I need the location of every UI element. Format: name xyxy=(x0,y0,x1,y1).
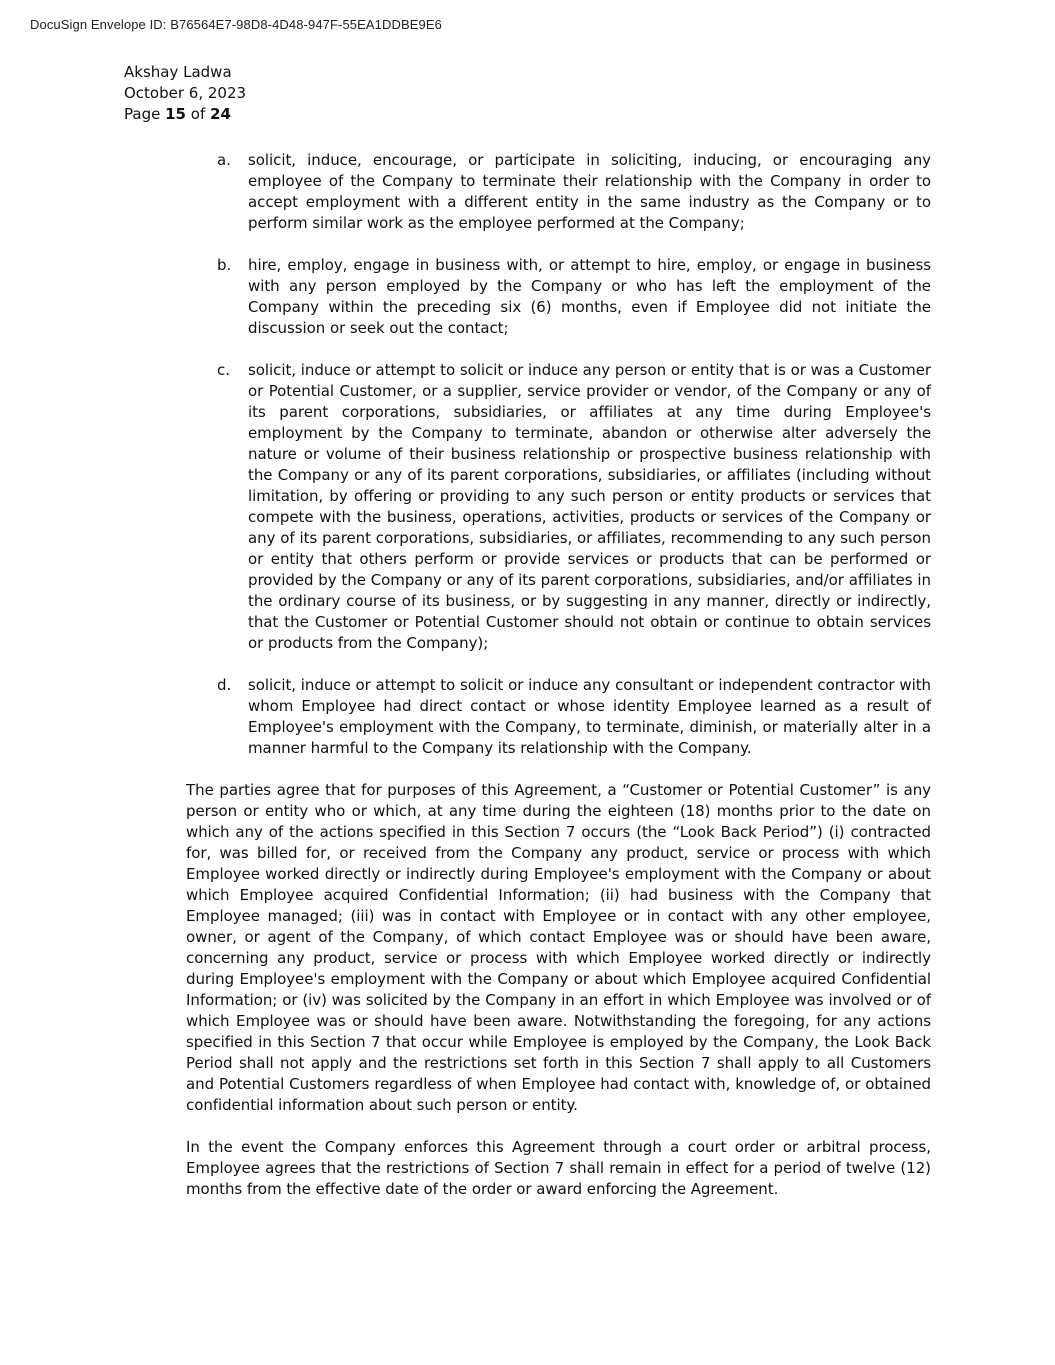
list-item xyxy=(186,675,931,759)
list-item-text: solicit, induce or attempt to solicit or induce any person or entity that is or was a Customer or Potential Customer, or a supplier, service provider or vendor, of the Company or any of its parent corporations, subsidiaries, or affiliates at any time during Employee's employment by the Company to terminate, abandon or otherwise alter adversely the nature or volume of their business relationship or prospective business relationship with the Company or any of its parent corporations, subsidiaries, or affiliates (including without limitation, by offering or providing to any such person or entity products or services that compete with the business, operations, activities, products or services of the Company or any of its parent corporations, subsidiaries, or affiliates, recommending to any such person or entity that others perform or provide services or products that can be performed or provided by the Company or any of its parent corporations, subsidiaries, and/or affiliates in the ordinary course of its business, or by suggesting in any manner, directly or indirectly, that the Customer or Potential Customer should not obtain or continue to obtain services or products from the Company); xyxy=(248,361,931,652)
document-body xyxy=(186,150,931,1221)
list-item xyxy=(186,360,931,654)
page-header xyxy=(124,62,246,125)
list-item-text: solicit, induce, encourage, or participate in soliciting, inducing, or encouraging any employee of the Company to terminate their relationship with the Company in order to accept employment with a different entity in the same industry as the Company or to perform similar work as the employee performed at the Company; xyxy=(248,151,931,232)
list-item-text: hire, employ, engage in business with, or attempt to hire, employ, or engage in business with any person employed by the Company or who has left the employment of the Company within the preceding six (6) months, even if Employee did not initiate the discussion or seek out the contact; xyxy=(248,256,931,337)
list-item xyxy=(186,150,931,234)
page-of: of xyxy=(190,105,206,123)
list-item-text: solicit, induce or attempt to solicit or induce any consultant or independent contractor with whom Employee had direct contact or whose identity Employee learned as a result of Employee's employment with the Company, to terminate, diminish, or materially alter in a manner harmful to the Company its relationship with the Company. xyxy=(248,676,931,757)
list-item xyxy=(186,255,931,339)
customer-definition-paragraph: The parties agree that for purposes of this Agreement, a “Customer or Potential Customer” is any person or entity who or which, at any time during the eighteen (18) months prior to the date on which any of the actions specified in this Section 7 occurs (the “Look Back Period”) (i) contracted for, was billed for, or received from the Company any product, service or process with which Employee worked directly or indirectly during Employee's employment with the Company or about which Employee acquired Confidential Information; (ii) had business with the Company that Employee managed; (iii) was in contact with Employee or in contact with any other employee, owner, or agent of the Company, of which contact Employee was or should have been aware, concerning any product, service or process with which Employee worked directly or indirectly during Employee's employment with the Company or about which Employee acquired Confidential Information; or (iv) was solicited by the Company in an effort in which Employee was involved or of which Employee was or should have been aware. Notwithstanding the foregoing, for any actions specified in this Section 7 that occur while Employee is employed by the Company, the Look Back Period shall not apply and the restrictions set forth in this Section 7 shall apply to all Customers and Potential Customers regardless of when Employee had contact with, knowledge of, or obtained confidential information about such person or entity. xyxy=(186,781,931,1114)
docusign-envelope-id: DocuSign Envelope ID: B76564E7-98D8-4D48-947F-55EA1DDBE9E6 xyxy=(30,17,442,32)
page-current: 15 xyxy=(165,105,186,123)
page-prefix: Page xyxy=(124,105,161,123)
list-item-marker: b. xyxy=(217,256,232,274)
list-item-marker: d. xyxy=(217,676,232,694)
recipient-name: Akshay Ladwa xyxy=(124,63,232,81)
enforcement-paragraph: In the event the Company enforces this Agreement through a court order or arbitral process, Employee agrees that the restrictions of Section 7 shall remain in effect for a period of twelve (12) months from the effective date of the order or award enforcing the Agreement. xyxy=(186,1138,931,1198)
letter-date: October 6, 2023 xyxy=(124,84,247,102)
list-item-marker: a. xyxy=(217,151,231,169)
page-number xyxy=(124,104,246,125)
list-item-marker: c. xyxy=(217,361,230,379)
page-total: 24 xyxy=(210,105,231,123)
restriction-list xyxy=(186,150,931,759)
